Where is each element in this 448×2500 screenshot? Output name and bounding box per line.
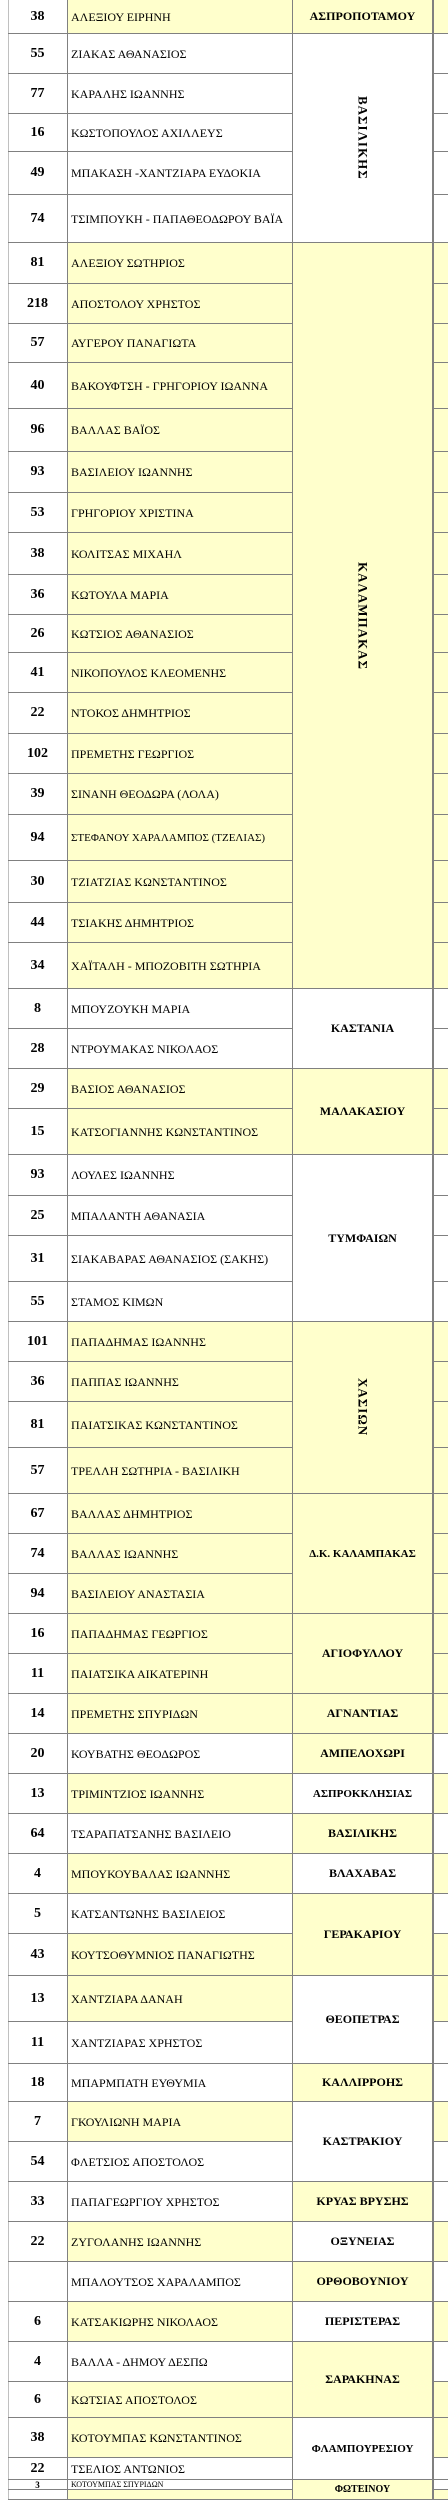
votes-cell: 4 (8, 1854, 68, 1894)
votes-cell: 22 (8, 693, 68, 734)
community-cell (293, 1814, 433, 1854)
extra-column-cell (433, 989, 448, 1029)
extra-column-cell (433, 493, 448, 533)
candidate-name-cell: ΒΑΣΙΛΕΙΟΥ ΑΝΑΣΤΑΣΙΑ (68, 1574, 293, 1614)
votes-cell: 96 (8, 409, 68, 452)
community-label: ΑΣΠΡΟΠΟΤΑΜΟΥ (309, 9, 416, 23)
extra-column-cell (433, 1534, 448, 1574)
extra-column-cell (433, 1934, 448, 1976)
extra-column-cell (433, 653, 448, 693)
candidate-name-cell: ΚΟΤΟΥΜΠΑΣ ΚΩΝΣΤΑΝΤΙΝΟΣ (68, 2418, 293, 2458)
community-label: ΓΕΡΑΚΑΡΙΟΥ (323, 1927, 402, 1941)
extra-column-cell (433, 2102, 448, 2142)
candidate-name-cell: ΜΠΟΥΖΟΥΚΗ ΜΑΡΙΑ (68, 989, 293, 1029)
votes-cell: 94 (8, 815, 68, 861)
extra-column-cell (433, 1694, 448, 1734)
candidate-name-cell: ΤΣΙΜΠΟΥΚΗ - ΠΑΠΑΘΕΟΔΩΡΟΥ ΒΑΪΑ (68, 195, 293, 243)
extra-column-cell (433, 114, 448, 152)
community-label: ΚΑΛΑΜΠΑΚΑΣ (355, 561, 371, 670)
votes-cell: 26 (8, 615, 68, 653)
candidate-name-cell: ΚΑΤΣΟΓΙΑΝΝΗΣ ΚΩΝΣΤΑΝΤΙΝΟΣ (68, 1109, 293, 1155)
votes-cell: 57 (8, 324, 68, 363)
candidate-name-cell: ΠΑΠΑΓΕΩΡΓΙΟΥ ΧΡΗΣΤΟΣ (68, 2182, 293, 2222)
votes-cell: 29 (8, 1069, 68, 1109)
extra-column-cell (433, 195, 448, 243)
candidate-name-cell: ΑΛΕΞΙΟΥ ΕΙΡΗΝΗ (68, 0, 293, 34)
candidate-name-cell: ΚΑΡΑΛΗΣ ΙΩΑΝΝΗΣ (68, 74, 293, 114)
candidate-name-cell: ΠΡΕΜΕΤΗΣ ΣΠΥΡΙΔΩΝ (68, 1694, 293, 1734)
community-cell (293, 2418, 433, 2480)
votes-cell: 77 (8, 74, 68, 114)
votes-cell: 53 (8, 493, 68, 533)
votes-cell: 55 (8, 34, 68, 74)
candidate-name-cell: ΖΙΑΚΑΣ ΑΘΑΝΑΣΙΟΣ (68, 34, 293, 74)
extra-column-cell (433, 2182, 448, 2222)
extra-column-cell (433, 2222, 448, 2262)
extra-column-cell (433, 1654, 448, 1694)
candidate-name-cell: ΜΠΑΛΟΥΤΣΟΣ ΧΑΡΑΛΑΜΠΟΣ (68, 2262, 293, 2302)
community-label: ΦΩΤΕΙΝΟΥ (334, 2484, 391, 2495)
candidate-name-cell: ΜΠΟΥΚΟΥΒΑΛΑΣ ΙΩΑΝΝΗΣ (68, 1854, 293, 1894)
extra-column-cell (433, 1362, 448, 1402)
extra-column-cell (433, 1814, 448, 1854)
votes-cell: 55 (8, 1282, 68, 1322)
community-label: ΑΓΝΑΝΤΙΑΣ (326, 1706, 399, 1720)
extra-column-cell (433, 1029, 448, 1069)
community-cell (293, 2480, 433, 2500)
community-label: ΣΑΡΑΚΗΝΑΣ (325, 2372, 400, 2386)
candidate-name-cell: ΤΡΕΛΛΗ ΣΩΤΗΡΙΑ - ΒΑΣΙΛΙΚΗ (68, 1448, 293, 1494)
extra-column-cell (433, 533, 448, 575)
candidate-name-cell: ΖΥΓΟΛΑΝΗΣ ΙΩΑΝΝΗΣ (68, 2222, 293, 2262)
candidate-name-cell: ΧΑΝΤΖΙΑΡΑ ΔΑΝΑΗ (68, 1976, 293, 2022)
votes-cell: 22 (8, 2458, 68, 2480)
community-cell (293, 2262, 433, 2302)
community-cell (293, 0, 433, 34)
votes-cell: 20 (8, 1734, 68, 1774)
candidate-name-cell: ΒΑΣΙΛΕΙΟΥ ΙΩΑΝΝΗΣ (68, 452, 293, 493)
votes-cell: 16 (8, 1614, 68, 1654)
extra-column-cell (433, 575, 448, 615)
community-cell (293, 989, 433, 1069)
candidate-name-cell: ΠΑΙΑΤΣΙΚΑ ΑΙΚΑΤΕΡΙΝΗ (68, 1654, 293, 1694)
extra-column-cell (433, 1236, 448, 1282)
candidate-name-cell: ΠΑΠΠΑΣ ΙΩΑΝΝΗΣ (68, 1362, 293, 1402)
candidate-name-cell: ΒΑΛΛΑ - ΔΗΜΟΥ ΔΕΣΠΩ (68, 2342, 293, 2382)
candidate-name-cell: ΚΩΤΣΙΟΣ ΑΘΑΝΑΣΙΟΣ (68, 615, 293, 653)
votes-cell: 81 (8, 1402, 68, 1448)
extra-column-cell (433, 284, 448, 324)
votes-cell: 28 (8, 1029, 68, 1069)
community-label: ΑΣΠΡΟΚΚΛΗΣΙΑΣ (312, 1787, 413, 1800)
votes-cell: 11 (8, 1654, 68, 1694)
extra-column-cell (433, 2342, 448, 2382)
votes-cell: 33 (8, 2182, 68, 2222)
community-label: ΟΞΥΝΕΙΑΣ (330, 2234, 395, 2248)
votes-cell: 102 (8, 734, 68, 774)
candidate-name-cell: ΜΠΑΛΑΝΤΗ ΑΘΑΝΑΣΙΑ (68, 1196, 293, 1236)
extra-column-cell (433, 2490, 448, 2500)
candidate-name-cell: ΒΑΣΙΟΣ ΑΘΑΝΑΣΙΟΣ (68, 1069, 293, 1109)
votes-cell: 36 (8, 575, 68, 615)
candidate-name-cell: ΤΣΑΡΑΠΑΤΣΑΝΗΣ ΒΑΣΙΛΕΙΟ (68, 1814, 293, 1854)
extra-column-cell (433, 1894, 448, 1934)
candidate-name-cell: ΒΑΛΛΑΣ ΙΩΑΝΝΗΣ (68, 1534, 293, 1574)
extra-column-cell (433, 1196, 448, 1236)
extra-column-cell (433, 452, 448, 493)
community-label: ΟΡΘΟΒΟΥΝΙΟΥ (316, 2274, 409, 2288)
candidate-name-cell: ΒΑΛΛΑΣ ΒΑΪΟΣ (68, 409, 293, 452)
community-label: ΤΥΜΦΑΙΩΝ (328, 1230, 397, 1245)
community-cell (293, 1976, 433, 2064)
community-cell (293, 1734, 433, 1774)
community-cell (293, 2302, 433, 2342)
votes-cell: 38 (8, 533, 68, 575)
community-label: ΜΑΛΑΚΑΣΙΟΥ (319, 1104, 406, 1118)
votes-cell: 31 (8, 1236, 68, 1282)
candidate-name-cell: ΝΤΟΚΟΣ ΔΗΜΗΤΡΙΟΣ (68, 693, 293, 734)
votes-cell: 57 (8, 1448, 68, 1494)
votes-cell: 81 (8, 243, 68, 284)
votes-cell: 14 (8, 1694, 68, 1734)
votes-cell: 34 (8, 943, 68, 989)
extra-column-cell (433, 861, 448, 903)
extra-column-cell (433, 1069, 448, 1109)
community-cell (293, 243, 433, 989)
candidate-name-cell: ΑΥΓΕΡΟΥ ΠΑΝΑΓΙΩΤΑ (68, 324, 293, 363)
extra-column-cell (433, 615, 448, 653)
candidate-name-cell: ΚΩΤΣΙΑΣ ΑΠΟΣΤΟΛΟΣ (68, 2382, 293, 2418)
candidate-name-cell: ΣΙΝΑΝΗ ΘΕΟΔΩΡΑ (ΛΟΛΑ) (68, 774, 293, 815)
extra-column-cell (433, 1734, 448, 1774)
extra-column-cell (433, 324, 448, 363)
candidate-name-cell: ΧΑΪΤΑΛΗ - ΜΠΟΖΟΒΙΤΗ ΣΩΤΗΡΙΑ (68, 943, 293, 989)
extra-column-cell (433, 693, 448, 734)
extra-column-cell (433, 1976, 448, 2022)
votes-cell: 43 (8, 1934, 68, 1976)
votes-cell (8, 2490, 68, 2500)
candidate-name-cell (68, 2490, 293, 2500)
candidate-name-cell: ΚΟΥΒΑΤΗΣ ΘΕΟΔΩΡΟΣ (68, 1734, 293, 1774)
community-label: ΦΛΑΜΠΟΥΡΕΣΙΟΥ (311, 2442, 414, 2455)
community-label: ΧΑΣΙΩΝ (355, 1378, 371, 1437)
candidate-name-cell: ΛΟΥΛΕΣ ΙΩΑΝΝΗΣ (68, 1155, 293, 1196)
candidate-name-cell: ΜΠΑΚΑΣΗ -ΧΑΝΤΖΙΑΡΑ ΕΥΔΟΚΙΑ (68, 152, 293, 195)
extra-column-cell (433, 734, 448, 774)
extra-column-cell (433, 1574, 448, 1614)
candidate-name-cell: ΣΤΑΜΟΣ ΚΙΜΩΝ (68, 1282, 293, 1322)
extra-column-cell (433, 2458, 448, 2480)
candidate-name-cell: ΚΑΤΣΑΚΙΩΡΗΣ ΝΙΚΟΛΑΟΣ (68, 2302, 293, 2342)
extra-column-cell (433, 2418, 448, 2458)
candidate-name-cell: ΝΤΡΟΥΜΑΚΑΣ ΝΙΚΟΛΑΟΣ (68, 1029, 293, 1069)
candidate-name-cell: ΤΡΙΜΙΝΤΖΙΟΣ ΙΩΑΝΝΗΣ (68, 1774, 293, 1814)
candidate-name-cell: ΠΑΙΑΤΣΙΚΑΣ ΚΩΝΣΤΑΝΤΙΝΟΣ (68, 1402, 293, 1448)
votes-cell: 67 (8, 1494, 68, 1534)
candidate-name-cell: ΤΣΙΑΚΗΣ ΔΗΜΗΤΡΙΟΣ (68, 903, 293, 943)
community-cell (293, 2102, 433, 2182)
votes-cell: 11 (8, 2022, 68, 2064)
community-cell (293, 1322, 433, 1494)
votes-cell: 8 (8, 989, 68, 1029)
extra-column-cell (433, 2382, 448, 2418)
extra-column-cell (433, 815, 448, 861)
extra-column-cell (433, 2022, 448, 2064)
extra-column-cell (433, 1282, 448, 1322)
extra-column-cell (433, 2302, 448, 2342)
candidate-name-cell: ΓΡΗΓΟΡΙΟΥ ΧΡΙΣΤΙΝΑ (68, 493, 293, 533)
candidate-name-cell: ΑΛΕΞΙΟΥ ΣΩΤΗΡΙΟΣ (68, 243, 293, 284)
community-label: ΑΓΙΟΦΥΛΛΟΥ (321, 1646, 404, 1660)
votes-cell: 18 (8, 2064, 68, 2102)
community-label: Δ.Κ. ΚΑΛΑΜΠΑΚΑΣ (309, 1547, 416, 1560)
community-cell (293, 1614, 433, 1694)
candidate-name-cell: ΚΑΤΣΑΝΤΩΝΗΣ ΒΑΣΙΛΕΙΟΣ (68, 1894, 293, 1934)
votes-cell: 64 (8, 1814, 68, 1854)
community-cell (293, 1894, 433, 1976)
community-label: ΚΑΛΛΙΡΡΟΗΣ (321, 2075, 404, 2089)
votes-cell: 93 (8, 1155, 68, 1196)
extra-column-cell (433, 1155, 448, 1196)
extra-column-cell (433, 943, 448, 989)
votes-cell: 38 (8, 0, 68, 34)
community-label: ΚΑΣΤΡΑΚΙΟΥ (322, 2134, 403, 2148)
community-cell (293, 1494, 433, 1614)
votes-cell: 44 (8, 903, 68, 943)
community-label: ΚΑΣΤΑΝΙΑ (330, 1021, 395, 1035)
votes-cell: 30 (8, 861, 68, 903)
votes-cell: 101 (8, 1322, 68, 1362)
votes-cell: 38 (8, 2418, 68, 2458)
votes-cell: 94 (8, 1574, 68, 1614)
votes-cell: 15 (8, 1109, 68, 1155)
community-cell (293, 1069, 433, 1155)
extra-column-cell (433, 34, 448, 74)
votes-cell: 25 (8, 1196, 68, 1236)
extra-column-cell (433, 1614, 448, 1654)
community-label: ΚΡΥΑΣ ΒΡΥΣΗΣ (316, 2194, 409, 2208)
community-cell (293, 1854, 433, 1894)
community-label: ΘΕΟΠΕΤΡΑΣ (325, 2012, 400, 2026)
votes-cell: 36 (8, 1362, 68, 1402)
community-label: ΠΕΡΙΣΤΕΡΑΣ (324, 2314, 401, 2328)
extra-column-cell (433, 2262, 448, 2302)
candidate-name-cell: ΣΤΕΦΑΝΟΥ ΧΑΡΑΛΑΜΠΟΣ (ΤΖΕΛΙΑΣ) (68, 815, 293, 861)
community-cell (293, 1155, 433, 1322)
votes-cell: 5 (8, 1894, 68, 1934)
candidate-name-cell: ΠΑΠΑΔΗΜΑΣ ΓΕΩΡΓΙΟΣ (68, 1614, 293, 1654)
candidate-name-cell: ΒΑΛΛΑΣ ΔΗΜΗΤΡΙΟΣ (68, 1494, 293, 1534)
votes-cell: 40 (8, 363, 68, 409)
votes-cell: 13 (8, 1774, 68, 1814)
extra-column-cell (433, 152, 448, 195)
candidate-name-cell: ΒΑΚΟΥΦΤΣΗ - ΓΡΗΓΟΡΙΟΥ ΙΩΑΝΝΑ (68, 363, 293, 409)
community-label: ΒΛΑΧΑΒΑΣ (328, 1866, 397, 1880)
extra-column-cell (433, 2064, 448, 2102)
results-table (8, 0, 448, 2500)
votes-cell: 6 (8, 2302, 68, 2342)
candidate-name-cell: ΚΟΤΟΥΜΠΑΣ ΣΠΥΡΙΔΩΝ (68, 2480, 293, 2490)
votes-cell: 16 (8, 114, 68, 152)
votes-cell: 22 (8, 2222, 68, 2262)
community-cell (293, 1694, 433, 1734)
candidate-name-cell: ΠΑΠΑΔΗΜΑΣ ΙΩΑΝΝΗΣ (68, 1322, 293, 1362)
community-label: ΑΜΠΕΛΟΧΩΡΙ (320, 1746, 405, 1760)
candidate-name-cell: ΑΠΟΣΤΟΛΟΥ ΧΡΗΣΤΟΣ (68, 284, 293, 324)
community-cell (293, 2064, 433, 2102)
candidate-name-cell: ΠΡΕΜΕΤΗΣ ΓΕΩΡΓΙΟΣ (68, 734, 293, 774)
votes-cell (8, 2262, 68, 2302)
extra-column-cell (433, 774, 448, 815)
extra-column-cell (433, 0, 448, 34)
candidate-name-cell: ΚΟΛΙΤΣΑΣ ΜΙΧΑΗΛ (68, 533, 293, 575)
extra-column-cell (433, 74, 448, 114)
candidate-name-cell: ΦΛΕΤΣΙΟΣ ΑΠΟΣΤΟΛΟΣ (68, 2142, 293, 2182)
candidate-name-cell: ΧΑΝΤΖΙΑΡΑΣ ΧΡΗΣΤΟΣ (68, 2022, 293, 2064)
candidate-name-cell: ΤΖΙΑΤΖΙΑΣ ΚΩΝΣΤΑΝΤΙΝΟΣ (68, 861, 293, 903)
votes-cell: 7 (8, 2102, 68, 2142)
extra-column-cell (433, 1494, 448, 1534)
community-label: ΒΑΣΙΛΙΚΗΣ (328, 1826, 397, 1840)
candidate-name-cell: ΚΩΣΤΟΠΟΥΛΟΣ ΑΧΙΛΛΕΥΣ (68, 114, 293, 152)
votes-cell: 41 (8, 653, 68, 693)
votes-cell: 6 (8, 2382, 68, 2418)
candidate-name-cell: ΜΠΑΡΜΠΑΤΗ ΕΥΘΥΜΙΑ (68, 2064, 293, 2102)
community-cell (293, 2342, 433, 2418)
candidate-name-cell: ΓΚΟΥΛΙΩΝΗ ΜΑΡΙΑ (68, 2102, 293, 2142)
candidate-name-cell: ΚΩΤΟΥΛΑ ΜΑΡΙΑ (68, 575, 293, 615)
candidate-name-cell: ΤΣΕΛΙΟΣ ΑΝΤΩΝΙΟΣ (68, 2458, 293, 2480)
candidate-name-cell: ΚΟΥΤΣΟΘΥΜΝΙΟΣ ΠΑΝΑΓΙΩΤΗΣ (68, 1934, 293, 1976)
community-cell (293, 2222, 433, 2262)
extra-column-cell (433, 1854, 448, 1894)
votes-cell: 3 (8, 2480, 68, 2490)
candidate-name-cell: ΝΙΚΟΠΟΥΛΟΣ ΚΛΕΟΜΕΝΗΣ (68, 653, 293, 693)
votes-cell: 74 (8, 1534, 68, 1574)
community-cell (293, 34, 433, 243)
votes-cell: 218 (8, 284, 68, 324)
extra-column-cell (433, 363, 448, 409)
extra-column-cell (433, 243, 448, 284)
extra-column-cell (433, 2480, 448, 2490)
votes-cell: 54 (8, 2142, 68, 2182)
votes-cell: 13 (8, 1976, 68, 2022)
votes-cell: 49 (8, 152, 68, 195)
extra-column-cell (433, 1109, 448, 1155)
extra-column-cell (433, 1402, 448, 1448)
extra-column-cell (433, 1448, 448, 1494)
extra-column-cell (433, 409, 448, 452)
candidate-name-cell: ΣΙΑΚΑΒΑΡΑΣ ΑΘΑΝΑΣΙΟΣ (ΣΑΚΗΣ) (68, 1236, 293, 1282)
votes-cell: 4 (8, 2342, 68, 2382)
votes-cell: 39 (8, 774, 68, 815)
votes-cell: 74 (8, 195, 68, 243)
extra-column-cell (433, 903, 448, 943)
votes-cell: 93 (8, 452, 68, 493)
community-cell (293, 1774, 433, 1814)
community-cell (293, 2182, 433, 2222)
extra-column-cell (433, 1322, 448, 1362)
extra-column-cell (433, 1774, 448, 1814)
community-label: ΒΑΣΙΛΙΚΗΣ (355, 96, 371, 180)
extra-column-cell (433, 2142, 448, 2182)
